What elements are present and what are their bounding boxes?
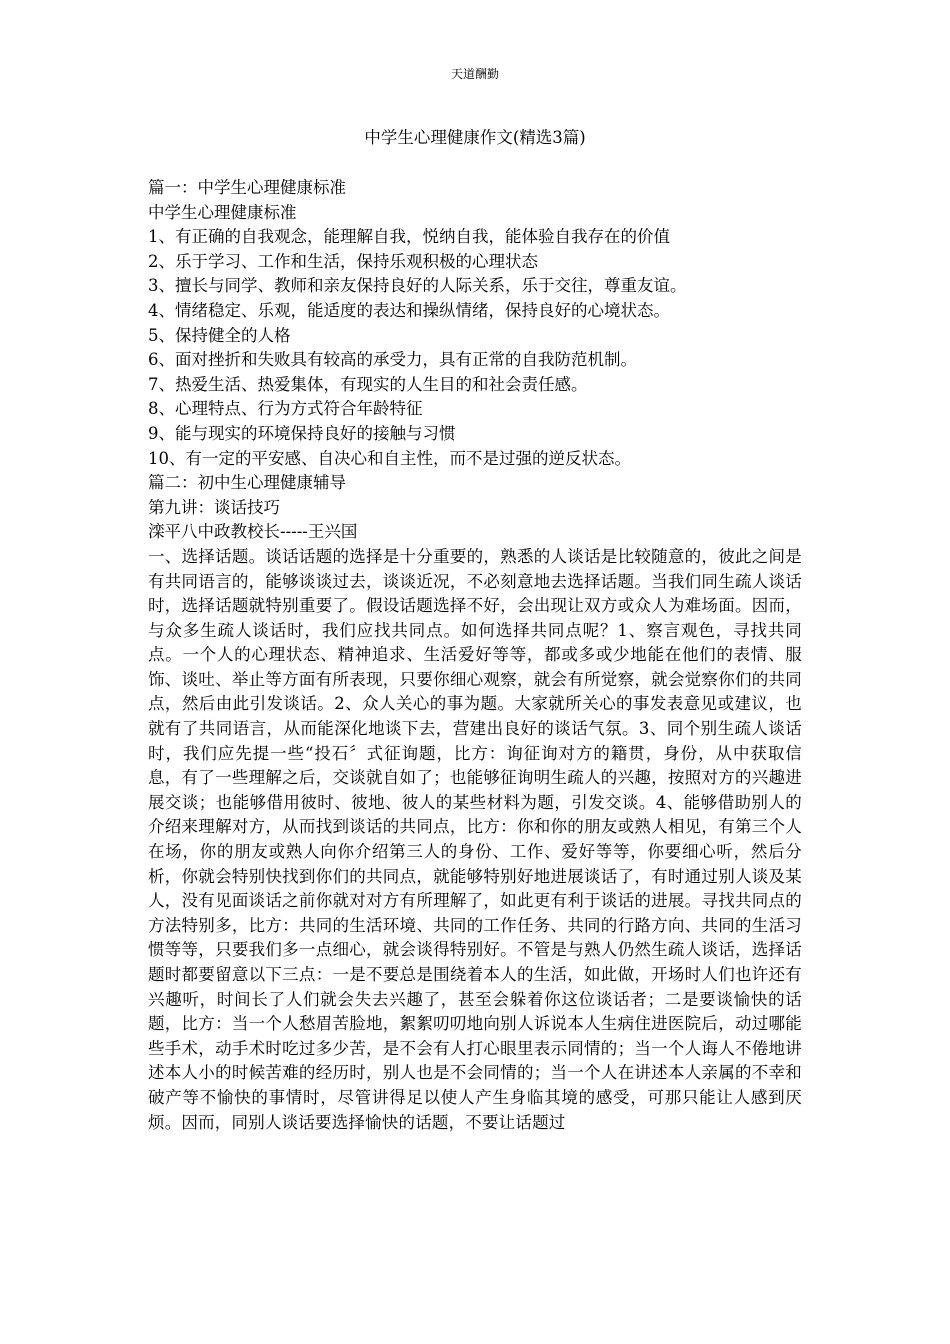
list-item: 1、有正确的自我观念，能理解自我，悦纳自我，能体验自我存在的价值 — [148, 227, 670, 247]
list-item: 5、保持健全的人格 — [148, 325, 291, 345]
list-item: 6、面对挫折和失败具有较高的承受力，具有正常的自我防范机制。 — [148, 350, 637, 370]
page-header: 天道酬勤 — [450, 67, 499, 81]
list-item: 2、乐于学习、工作和生活，保持乐观积极的心理状态 — [148, 251, 538, 271]
section-heading-part1: 篇一：中学生心理健康标准 — [148, 178, 346, 197]
lecture-title: 第九讲：谈话技巧 — [148, 497, 280, 517]
list-item: 3、擅长与同学、教师和亲友保持良好的人际关系，乐于交往，尊重友谊。 — [148, 276, 687, 296]
list-item: 8、心理特点、行为方式符合年龄特征 — [148, 399, 423, 419]
author-line: 滦平八中政教校长-----王兴国 — [148, 522, 358, 542]
list-item: 7、热爱生活、热爱集体，有现实的人生目的和社会责任感。 — [148, 374, 588, 394]
document-title: 中学生心理健康作文(精选3篇) — [364, 128, 586, 147]
list-item: 10、有一定的平安感、自决心和自主性，而不是过强的逆反状态。 — [148, 448, 631, 468]
section-heading-part2: 篇二：初中生心理健康辅导 — [148, 473, 346, 493]
list-item: 4、情绪稳定、乐观，能适度的表达和操纵情绪，保持良好的心境状态。 — [148, 300, 670, 320]
section-subheading: 中学生心理健康标准 — [148, 202, 297, 222]
document-body — [148, 176, 802, 1135]
list-item: 9、能与现实的环境保持良好的接触与习惯 — [148, 423, 456, 443]
body-paragraph: 一、选择话题。谈话话题的选择是十分重要的，熟悉的人谈话是比较随意的，彼此之间是有共同语言的，能够谈谈过去，谈谈近况，不必刻意地去选择话题。当我们同生疏人谈话时，选择话题就特别重要了。假设话题选择不好，会出现让双方或众人为难场面。因而，与众多生疏人谈话时，我们应找共同点。如何选择共同点呢？1、察言观色，寻找共同点。一个人的心理状态、精神追求、生活爱好等等，都或多或少地能在他们的表情、服饰、谈吐、举止等方面有所表现，只要你细心观察，就会有所觉察，就会觉察你们的共同点，然后由此引发谈话。2、众人关心的事为题。大家就所关心的事发表意见或建议，也就有了共同语言，从而能深化地谈下去，营建出良好的谈话气氛。3、同个别生疏人谈话时，我们应先提一些“投石〞式征询题，比方：询征询对方的籍贯，身份，从中获取信息，有了一些理解之后，交谈就自如了；也能够征询明生疏人的兴趣，按照对方的兴趣进展交谈；也能够借用彼时、彼地、彼人的某些材料为题，引发交谈。4、能够借助别人的介绍来理解对方，从而找到谈话的共同点，比方：你和你的朋友或熟人相见，有第三个人在场，你的朋友或熟人向你介绍第三人的身份、工作、爱好等等，你要细心听，然后分析，你就会特别快找到你们的共同点，就能够特别好地进展谈话了，有时通过别人谈及某人，没有见面谈话之前你就对对方有所理解了，如此更有利于谈话的进展。寻找共同点的方法特别多，比方：共同的生活环境、共同的工作任务、共同的行路方向、共同的生活习惯等等，只要我们多一点细心，就会谈得特别好。不管是与熟人仍然生疏人谈话，选择话题时都要留意以下三点：一是不要总是围绕着本人的生活，如此做，开场时人们也许还有兴趣听，时间长了人们就会失去兴趣了，甚至会躲着你这位谈话者；二是要谈愉快的话题，比方：当一个人愁眉苦脸地，絮絮叨叨地向别人诉说本人生病住进医院后，动过哪能些手术，动手术时吃过多少苦，是不会有人打心眼里表示同情的；当一个人诲人不倦地讲述本人小的时候苦难的经历时，别人也是不会同情的；当一个人在讲述本人亲属的不幸和破产等不愉快的事情时，尽管讲得足以使人产生身临其境的感受，可那只能让人感到厌烦。因而，同别人谈话要选择愉快的话题，不要让话题过 — [148, 546, 802, 1132]
